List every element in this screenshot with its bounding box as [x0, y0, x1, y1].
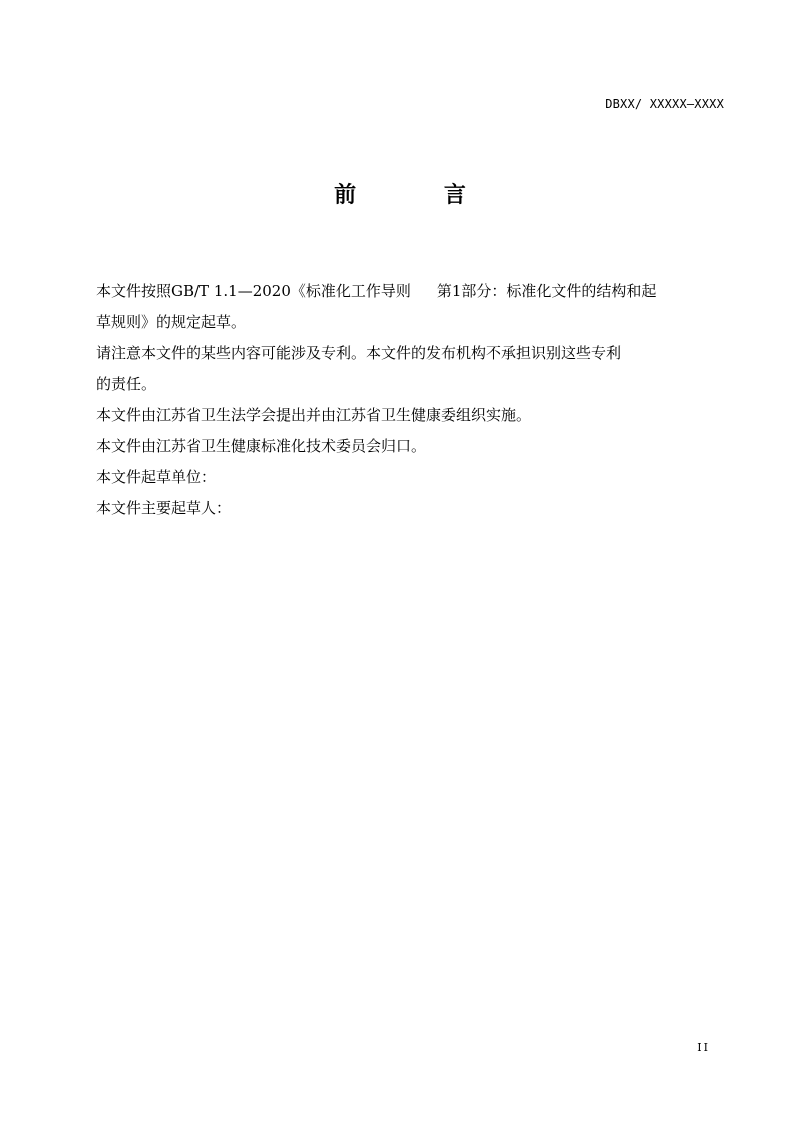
drafting-basis-text-b: 第1部分：标准化文件的结构和起 [436, 282, 657, 300]
drafting-basis-text-a: 本文件按照GB/T 1.1—2020《标准化工作导则 [96, 282, 411, 300]
foreword-body [96, 276, 696, 524]
paragraph-drafting-basis-line2: 草规则》的规定起草。 [96, 313, 247, 331]
paragraph-patent-notice-line1: 请注意本文件的某些内容可能涉及专利。本文件的发布机构不承担识别这些专利 [96, 344, 622, 362]
paragraph-drafting-basis-line1 [96, 276, 696, 307]
page-number: II [697, 1041, 710, 1054]
paragraph-drafting-units: 本文件起草单位： [96, 468, 217, 486]
paragraph-main-drafters: 本文件主要起草人： [96, 499, 232, 517]
paragraph-patent-notice-line2: 的责任。 [96, 375, 157, 393]
paragraph-proposer: 本文件由江苏省卫生法学会提出并由江苏省卫生健康委组织实施。 [96, 406, 532, 424]
document-code: DBXX/ XXXXX—XXXX [605, 97, 724, 111]
page-title: 前 言 [334, 183, 506, 208]
paragraph-centralized-unit: 本文件由江苏省卫生健康标准化技术委员会归口。 [96, 437, 427, 455]
